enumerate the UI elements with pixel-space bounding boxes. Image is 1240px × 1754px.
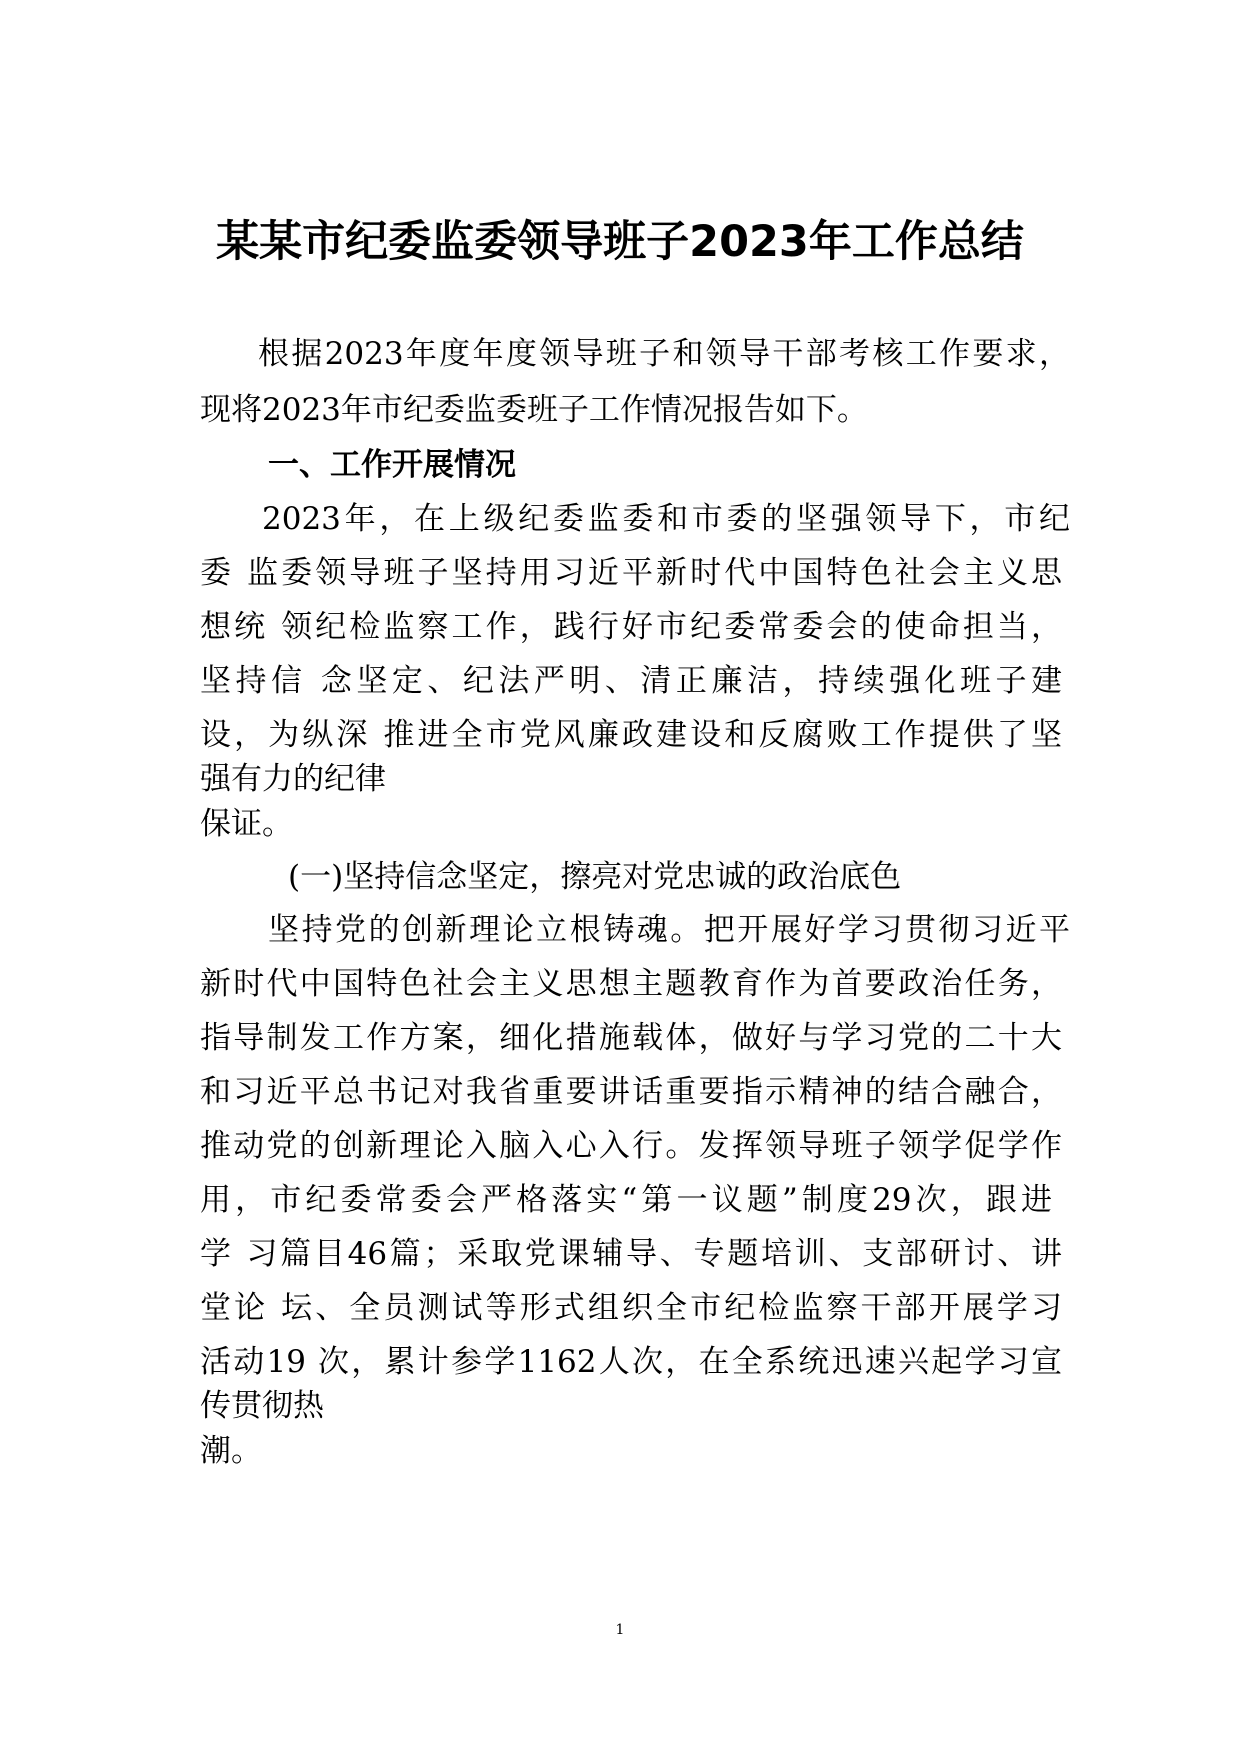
subsection-para-line-11: 潮。 (200, 1433, 262, 1469)
section-para-line-6: 强有力的纪律 (200, 761, 386, 797)
subsection-para-line-8: 堂论 坛、全员测试等形式组织全市纪检监察干部开展学习 (200, 1290, 1062, 1326)
section-heading: 一、工作开展情况 (268, 447, 516, 483)
intro-line-1: 根据2023年度年度领导班子和领导干部考核工作要求， (258, 336, 1070, 372)
section-para-line-2: 委 监委领导班子坚持用习近平新时代中国特色社会主义思 (200, 555, 1062, 591)
subsection-heading: (一)坚持信念坚定，擦亮对党忠诚的政治底色 (288, 859, 902, 895)
subsection-para-line-1: 坚持党的创新理论立根铸魂。把开展好学习贯彻习近平 (268, 912, 1070, 948)
section-para-line-1: 2023年，在上级纪委监委和市委的坚强领导下，市纪 (262, 501, 1070, 537)
intro-line-2: 现将2023年市纪委监委班子工作情况报告如下。 (200, 392, 868, 428)
subsection-para-line-10: 传贯彻热 (200, 1388, 324, 1424)
subsection-para-line-2: 新时代中国特色社会主义思想主题教育作为首要政治任务， (200, 966, 1062, 1002)
document-title: 某某市纪委监委领导班子2023年工作总结 (216, 217, 1024, 267)
section-para-line-4: 坚持信 念坚定、纪法严明、清正廉洁，持续强化班子建 (200, 663, 1062, 699)
subsection-para-line-5: 推动党的创新理论入脑入心入行。发挥领导班子领学促学作 (200, 1128, 1062, 1164)
subsection-para-line-3: 指导制发工作方案，细化措施载体，做好与学习党的二十大 (200, 1020, 1062, 1056)
section-para-line-5: 设，为纵深 推进全市党风廉政建设和反腐败工作提供了坚 (200, 717, 1062, 753)
section-para-line-7: 保证。 (200, 806, 293, 842)
subsection-para-line-9: 活动19 次，累计参学1162人次，在全系统迅速兴起学习宣 (200, 1344, 1062, 1380)
subsection-para-line-7: 学 习篇目46篇；采取党课辅导、专题培训、支部研讨、讲 (200, 1236, 1062, 1272)
subsection-para-line-6: 用，市纪委常委会严格落实“第一议题”制度29次，跟进 (200, 1182, 1052, 1218)
section-para-line-3: 想统 领纪检监察工作，践行好市纪委常委会的使命担当， (200, 609, 1062, 645)
subsection-para-line-4: 和习近平总书记对我省重要讲话重要指示精神的结合融合， (200, 1074, 1062, 1110)
page-number: 1 (615, 1622, 625, 1638)
